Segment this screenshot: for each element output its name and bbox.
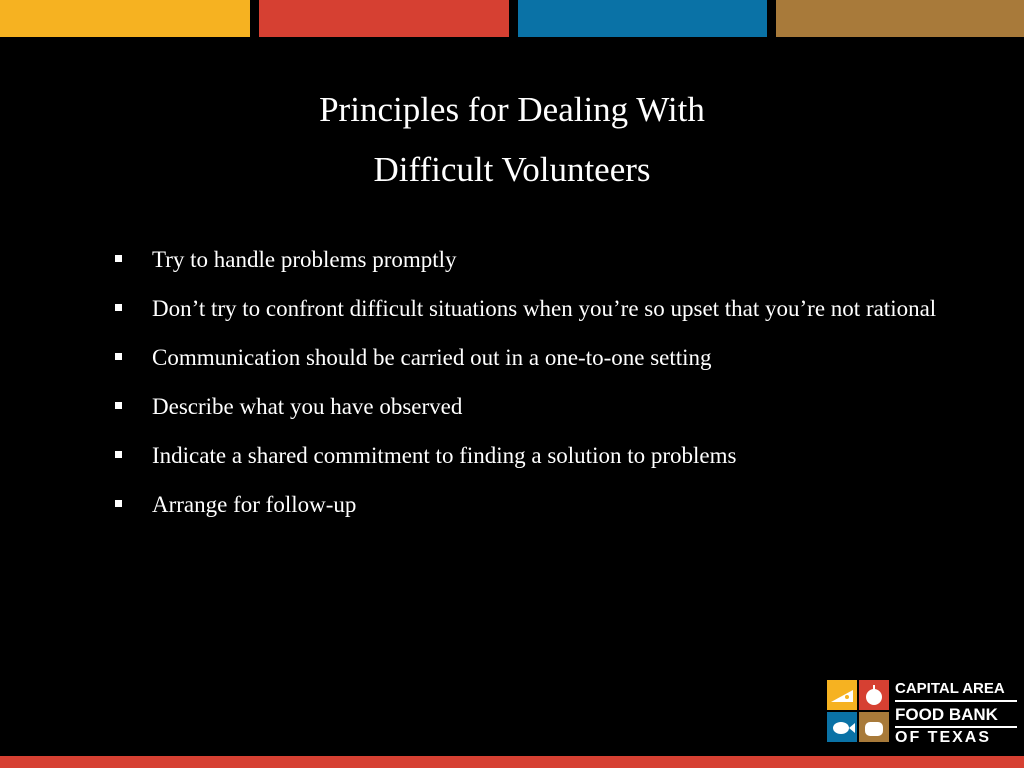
bullet-marker [115,500,122,507]
bullet-marker [115,255,122,262]
bullet-text: Don’t try to confront difficult situations when you’re so upset that you’re not rational [152,296,937,321]
bottom-color-bar [0,756,1024,768]
slide-title [0,80,1024,200]
top-color-bar [0,0,1024,37]
bullet-marker [115,451,122,458]
bullet-item [112,485,972,525]
logo-line-2: FOOD BANK [895,705,998,724]
top-bar-blue [518,0,767,37]
bullet-item [112,387,972,427]
bullet-marker [115,402,122,409]
logo-text [895,680,1017,747]
top-bar-yellow [0,0,250,37]
cheese-icon [827,680,857,710]
bullet-text: Communication should be carried out in a one-to-one setting [152,345,712,370]
bullet-item [112,289,972,329]
bullet-text: Indicate a shared commitment to finding a solution to problems [152,443,737,468]
bullet-marker [115,304,122,311]
bread-icon [859,712,889,742]
slide-title-line-2: Difficult Volunteers [373,150,651,189]
bullet-list [112,240,972,534]
logo-line-3: OF TEXAS [895,726,1017,747]
bullet-text: Describe what you have observed [152,394,463,419]
bullet-item [112,240,972,280]
apple-icon [859,680,889,710]
bullet-text: Try to handle problems promptly [152,247,457,272]
bullet-text: Arrange for follow-up [152,492,357,517]
slide-title-line-1: Principles for Dealing With [319,90,705,129]
fish-icon [827,712,857,742]
logo-line-1: CAPITAL AREA [895,680,1017,702]
bullet-item [112,436,972,476]
bullet-item [112,338,972,378]
logo-tiles [827,680,889,742]
food-bank-logo [827,680,1017,744]
top-bar-brown [776,0,1024,37]
bullet-marker [115,353,122,360]
top-bar-red [259,0,509,37]
